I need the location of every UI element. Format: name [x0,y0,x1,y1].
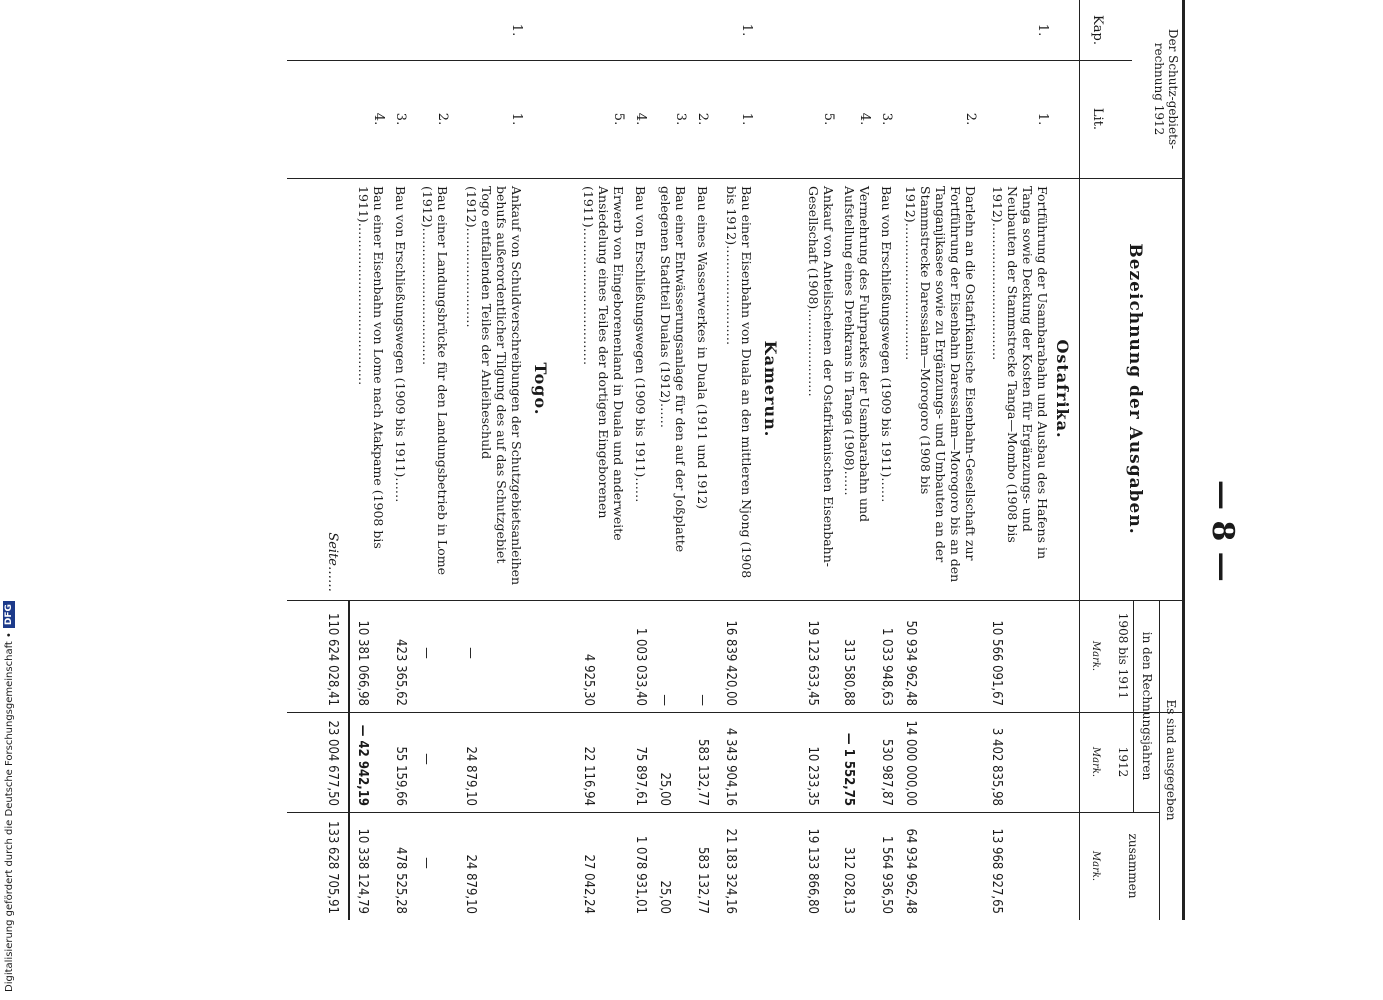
header-top-rule [1182,0,1185,920]
row-value-1908: 1 033 948,63 [879,627,894,706]
row-value-zusammen: 64 934 962,48 [903,828,918,914]
row-description: Bau von Erschließungswegen (1909 bis 1911)…… [393,186,408,503]
section-title-kamerun: Kamerun. [761,340,780,438]
page-number: — 8 — [1205,480,1240,582]
row-value-1912: — [419,753,434,765]
rotated-document-page [160,0,1240,1000]
row-lit: 4. [371,112,386,126]
row-value-zusammen: 10 338 124,79 [355,828,370,914]
row-lit: 5. [821,112,836,126]
row-value-1912: 10 233,35 [805,746,820,806]
row-value-zusammen: 24 879,10 [463,854,478,914]
row-value-1912: 22 116,94 [581,746,596,806]
row-value-1912: 3 402 835,98 [989,727,1004,806]
row-value-1912: 75 897,61 [633,746,648,806]
row-lit: 1. [1035,112,1050,126]
row-description: Bau einer Eisenbahn von Duala an den mittleren Njong (1908 bis 1912)…………………… [724,186,754,579]
row-value-1912: 24 879,10 [463,746,478,806]
row-lit: 3. [879,112,894,126]
header-mark-2: Mark. [1090,746,1101,778]
row-lit: 3. [393,112,408,126]
row-value-zusammen: 1 564 936,50 [879,835,894,914]
section-title-togo: Togo. [531,362,550,416]
row-description: Darlehn an die Ostafrikanische Eisenbahn-Gesellschaft zur Fortführung der Eisenbahn Daressalam—Morogoro bis an den Tanganjikasee sowie zu Ergänzungs- und Umbauten an der Stammstrecke Daressalam—Morogoro (1908 bis 1912)…………………………… [903,186,978,583]
row-value-zusammen: — [419,857,434,869]
digitization-credit [3,601,15,992]
header-mark-3: Mark. [1090,850,1101,882]
header-schutzgebiet: Der Schutz-gebiets-rechnung 1912 [1152,28,1180,150]
row-lit: 5. [611,112,626,126]
dfg-logo-icon: DFG [3,601,15,628]
row-description: Bau einer Landungsbrücke für den Landungsbetrieb in Lome (1912)…………………………… [420,186,450,575]
row-lit: 3. [673,112,688,126]
row-value-1912: 55 159,66 [393,746,408,806]
row-value-1912: 530 987,87 [879,739,894,806]
row-value-1912: — 1 552,75 [841,732,856,806]
totals-rule [348,600,350,920]
row-description: Bau von Erschließungswegen (1909 bis 1911)…… [633,186,648,503]
row-kap: 1. [1035,23,1050,37]
row-value-1908: 19 123 633,45 [805,620,820,706]
header-bottom-rule [1079,0,1080,920]
header-in-den: in den Rechnungsjahren [1140,631,1154,781]
row-value-zusammen: 13 968 927,65 [989,828,1004,914]
header-rule-jahre [1133,600,1134,812]
row-value-1908: 4 925,30 [581,653,596,706]
totals-value-1908: 110 624 028,41 [325,613,340,706]
row-lit: 1. [509,112,524,126]
row-value-zusammen: 19 133 866,80 [805,828,820,914]
row-value-zusammen: 312 028,13 [841,847,856,914]
row-value-1908: — [463,647,478,659]
row-lit: 4. [633,112,648,126]
header-lit: Lit. [1090,107,1105,131]
row-value-zusammen: 21 183 324,16 [723,828,738,914]
header-1908: 1908 bis 1911 [1116,612,1130,700]
totals-label: Seite…… [325,532,340,592]
row-value-1912: 4 343 904,16 [723,727,738,806]
row-value-1908: 10 566 091,67 [989,620,1004,706]
row-description: Fortführung der Usambarabahn und Ausbau des Hafens in Tanga sowie Deckung der Kosten für Ergänzungs- und Neubauten der Stammstrecke Tanga—Mombo (1908 bis 1912)…………………………… [990,186,1050,560]
totals-value-zusammen: 133 628 705,91 [325,821,340,914]
col-sep-desc [287,178,1182,179]
row-lit: 2. [695,112,710,126]
row-value-1908: 1 003 033,40 [633,627,648,706]
row-value-zusammen: 27 042,24 [581,854,596,914]
row-value-1912: 25,00 [657,772,672,806]
row-description: Vermehrung des Fuhrparkes der Usambarabahn und Aufstellung eines Drehkrans in Tanga (1908)…… [842,186,872,523]
row-lit: 2. [435,112,450,126]
row-value-1908: 50 934 962,48 [903,620,918,706]
row-description: Bau eines Wasserwerkes in Duala (1911 und 1912) [695,186,710,510]
header-zusammen: zusammen [1126,833,1140,899]
row-description: Ankauf von Anteilscheinen der Ostafrikanischen Eisenbahn-Gesellschaft (1908)………………… [806,186,836,568]
row-value-1912: 583 132,77 [695,739,710,806]
row-lit: 4. [857,112,872,126]
row-description: Bau von Erschließungswegen (1909 bis 1911)…… [879,186,894,503]
row-value-1908: — [419,647,434,659]
credit-text: Digitalisierung gefördert durch die Deutsche Forschungsgemeinschaft • [3,632,15,992]
row-description: Bau einer Entwässerungsanlage für den auf der Joßplatte gelegenen Stadtteil Dualas (1912)…… [658,186,688,553]
header-kap: Kap. [1090,15,1105,45]
row-value-1908: — [657,694,672,706]
row-kap: 1. [509,23,524,37]
row-value-1908: 423 365,62 [393,639,408,706]
header-1912: 1912 [1116,746,1130,778]
row-lit: 2. [963,112,978,126]
row-value-zusammen: 1 078 931,01 [633,835,648,914]
row-lit: 1. [739,112,754,126]
row-kap: 1. [739,23,754,37]
header-mark-1: Mark. [1090,640,1101,672]
header-rule-es [1159,600,1160,920]
header-es-sind: Es sind ausgegeben [1164,699,1178,821]
row-value-1908: 16 839 420,00 [723,620,738,706]
row-value-zusammen: 478 525,28 [393,847,408,914]
row-value-1912: — 42 942,19 [355,724,370,806]
row-value-1908: — [695,694,710,706]
row-value-1912: 14 000 000,00 [903,720,918,806]
row-value-zusammen: 583 132,77 [695,847,710,914]
row-description: Bau einer Eisenbahn von Lome nach Atakpame (1908 bis 1911)………………………………… [356,186,386,549]
totals-value-1912: 23 004 677,50 [325,720,340,806]
row-value-1908: 313 580,88 [841,639,856,706]
section-title-ostafrika: Ostafrika. [1053,339,1072,439]
row-description: Erwerb von Eingeborenenland in Duala und anderweite Ansiedelung eines Teiles der dortigen Eingeborenen (1911)…………………………… [581,186,626,541]
row-description: Ankauf von Schuldverschreibungen der Schutzgebietsanleihen behufs außerordentlicher Tilgung des auf das Schutzgebiet Togo entfallenden Teiles der Anleiheschuld (1912)…………………… [464,186,524,586]
row-value-1908: 10 381 066,98 [355,620,370,706]
row-value-zusammen: 25,00 [657,880,672,914]
header-bezeichnung: Bezeichnung der Ausgaben. [1125,243,1145,535]
